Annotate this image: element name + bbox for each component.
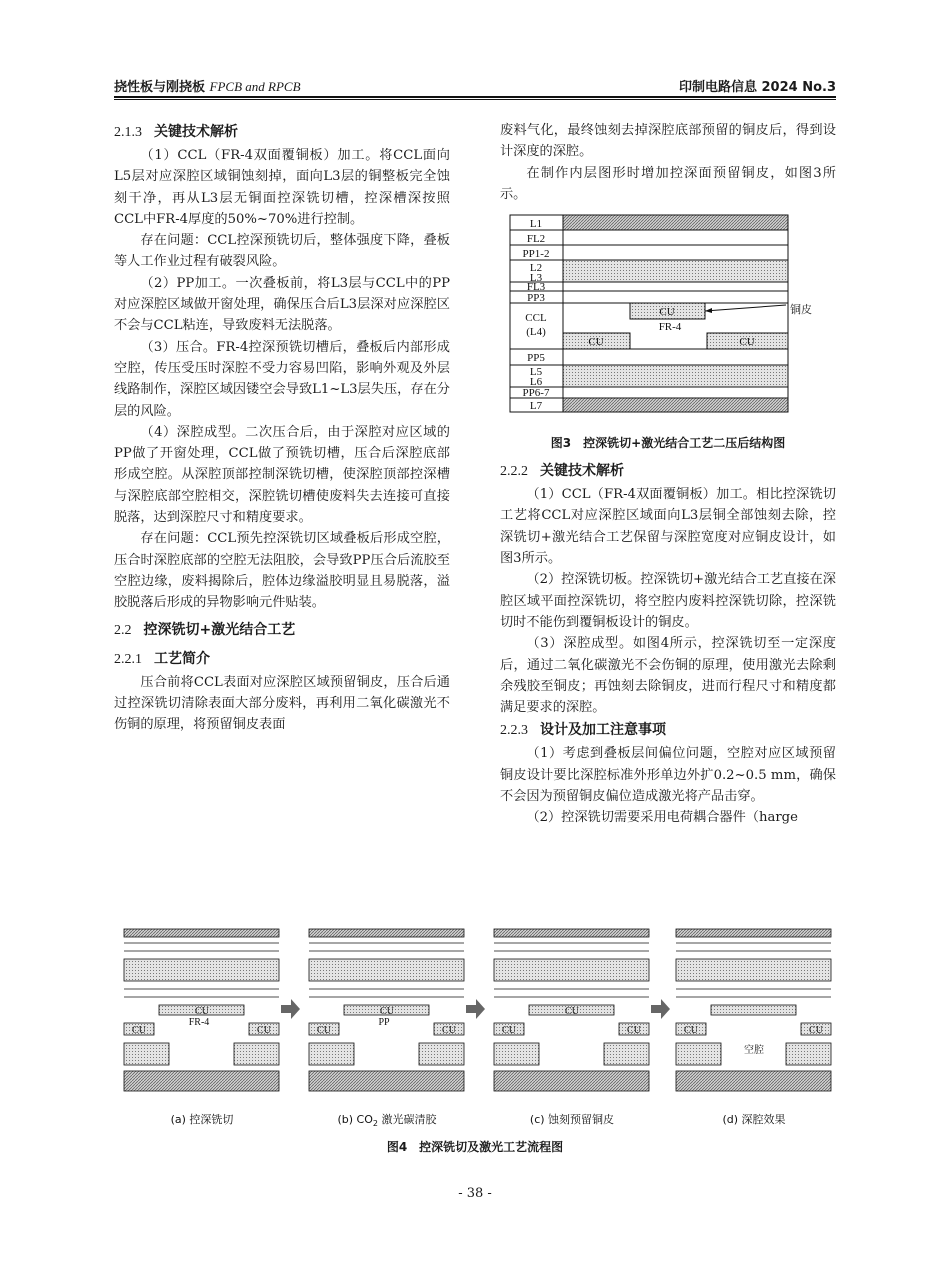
section-heading-2-2-2: 2.2.2 关键技术解析 xyxy=(500,463,624,480)
header-rule-thin xyxy=(114,99,836,100)
left-column xyxy=(114,120,450,735)
cu-label: CU xyxy=(627,1025,641,1036)
page-number: - 38 - xyxy=(458,1186,492,1201)
paragraph: （3）压合。FR-4控深预铣切槽后，叠板后内部形成空腔，传压受压时深腔不受力容易凹陷，影响外观及外层线路制作，深腔区域因镂空会导致L1~L3层失压，存在分层的风险。 xyxy=(114,339,450,419)
cu-label: CU xyxy=(809,1025,823,1036)
layer-label: PP3 xyxy=(527,292,545,305)
pp-label: PP xyxy=(378,1017,390,1028)
paragraph: 存在问题：CCL预先控深铣切区域叠板后形成空腔，压合时深腔底部的空腔无法阻胶，会导致PP压合后流胶至空腔边缘，废料揭除后，腔体边缘溢胶明显且易脱落，溢胶脱落后形成的异物影响元件贴装。 xyxy=(114,531,450,611)
layer-label: L7 xyxy=(529,400,543,413)
journal-issue: 印制电路信息 2024 No.3 xyxy=(678,80,836,95)
header-rule xyxy=(114,96,836,98)
layer-label: L1 xyxy=(529,218,543,231)
journal-section: 挠性板与刚挠板 FPCB and RPCB xyxy=(114,79,301,95)
figure-4-caption: 图4 控深铣切及激光工艺流程图 xyxy=(386,1140,564,1154)
layer-label: FL3 xyxy=(526,281,546,294)
running-header xyxy=(114,74,836,96)
layer-label: L6 xyxy=(529,376,543,389)
paragraph: 压合前将CCL表面对应深腔区域预留铜皮，压合后通过控深铣切清除表面大部分废料，再利用二氧化碳激光不伤铜的原理，将预留铜皮表面 xyxy=(114,674,450,733)
layer-label: PP1-2 xyxy=(522,248,550,261)
paragraph: （2）PP加工。一次叠板前，将L3层与CCL中的PP对应深腔区域做开窗处理，确保压合后L3层深对应深腔区不会与CCL粘连，导致废料无法脱落。 xyxy=(114,275,450,334)
section-heading-2-2-1: 2.2.1 工艺简介 xyxy=(114,650,210,667)
layer-label: (L4) xyxy=(526,326,546,339)
fr4-label: FR-4 xyxy=(188,1017,210,1028)
cavity-label: 空腔 xyxy=(744,1045,764,1056)
paragraph: （2）控深铣切需要采用电荷耦合器件（harge xyxy=(526,810,798,826)
subfigure-c-label: (c) 蚀刻预留铜皮 xyxy=(529,1113,615,1126)
paragraph: 废料气化，最终蚀刻去掉深腔底部预留的铜皮后，得到设计深度的深腔。 xyxy=(500,123,836,160)
section-heading-2-2-3: 2.2.3 设计及加工注意事项 xyxy=(500,722,666,739)
subfigure-d-label: (d) 深腔效果 xyxy=(722,1113,786,1126)
layer-label: CCL xyxy=(525,312,547,325)
paragraph: （1）CCL（FR-4双面覆铜板）加工。将CCL面向L5层对应深腔区域铜蚀刻掉，面向L3层的铜整板完全蚀刻干净，再从L3层无铜面控深铣切槽，控深槽深按照CCL中FR-4厚度的50%~70%进行控制。 xyxy=(114,148,450,227)
figure-4 xyxy=(114,925,836,1135)
cu-label: CU xyxy=(132,1025,146,1036)
figure-3-diagram xyxy=(500,213,836,429)
cu-label: CU xyxy=(257,1025,271,1036)
cu-label: CU xyxy=(195,1006,209,1017)
figure-4-diagram xyxy=(114,925,836,1135)
cu-label: CU xyxy=(684,1025,698,1036)
layer-label: L3 xyxy=(529,272,543,285)
layer-label: FL2 xyxy=(526,233,546,246)
paragraph: （4）深腔成型。二次压合后，由于深腔对应区域的PP做了开窗处理，CCL做了预铣切槽，压合后深腔底部形成空腔。从深腔顶部控制深铣切槽，使深腔顶部控深槽与深腔底部空腔相交，深腔铣切槽使废料失去连接可直接脱落，达到深腔尺寸和精度要求。 xyxy=(114,424,450,526)
layer-label: L5 xyxy=(529,366,543,379)
paragraph: （1）考虑到叠板层间偏位问题，空腔对应区域预留铜皮设计要比深腔标准外形单边外扩0.2~0.5 mm，确保不会因为预留铜皮偏位造成激光将产品击穿。 xyxy=(500,746,836,805)
layer-label: PP6-7 xyxy=(522,387,550,400)
callout-label: 铜皮 xyxy=(790,303,812,317)
paragraph: （1）CCL（FR-4双面覆铜板）加工。相比控深铣切工艺将CCL对应深腔区域面向L3层铜全部蚀刻去除，控深铣切+激光结合工艺保留与深腔宽度对应铜皮设计，如图3所示。 xyxy=(500,487,836,567)
layer-label: L2 xyxy=(529,262,543,275)
cu-label: CU xyxy=(565,1006,579,1017)
cu-label: CU xyxy=(739,336,755,349)
subfigure-a-label: (a) 控深铣切 xyxy=(170,1113,234,1126)
paragraph: 在制作内层图形时增加控深面预留铜皮，如图3所示。 xyxy=(500,165,836,202)
cu-label: CU xyxy=(588,336,604,349)
right-column xyxy=(500,120,836,829)
cu-label: CU xyxy=(659,306,675,319)
cu-label: CU xyxy=(442,1025,456,1036)
cu-label: CU xyxy=(380,1006,394,1017)
figure-3-caption: 图3 控深铣切+激光结合工艺二压后结构图 xyxy=(550,436,786,451)
figure-3 xyxy=(500,213,836,453)
section-heading-2-1-3: 2.1.3 关键技术解析 xyxy=(114,124,238,140)
paragraph: 存在问题：CCL控深预铣切后，整体强度下降，叠板等人工作业过程有破裂风险。 xyxy=(114,233,450,270)
paragraph: （3）深腔成型。如图4所示，控深铣切至一定深度后，通过二氧化碳激光不会伤铜的原理，使用激光去除剩余残胶至铜皮；再蚀刻去除铜皮，进而行程尺寸和精度都满足要求的深腔。 xyxy=(500,636,836,716)
cu-label: CU xyxy=(317,1025,331,1036)
paragraph: （2）控深铣切板。控深铣切+激光结合工艺直接在深腔区域平面控深铣切，将空腔内废料控深铣切除，控深铣切时不能伤到覆铜板设计的铜皮。 xyxy=(500,572,836,630)
fr4-label: FR-4 xyxy=(658,321,682,334)
layer-label: PP5 xyxy=(527,352,545,365)
subfigure-b-label: (b) $CO_2$ 激光碳清胶 xyxy=(337,1113,437,1128)
cu-label: CU xyxy=(502,1025,516,1036)
section-heading-2-2: 2.2 控深铣切+激光结合工艺 xyxy=(114,621,296,638)
